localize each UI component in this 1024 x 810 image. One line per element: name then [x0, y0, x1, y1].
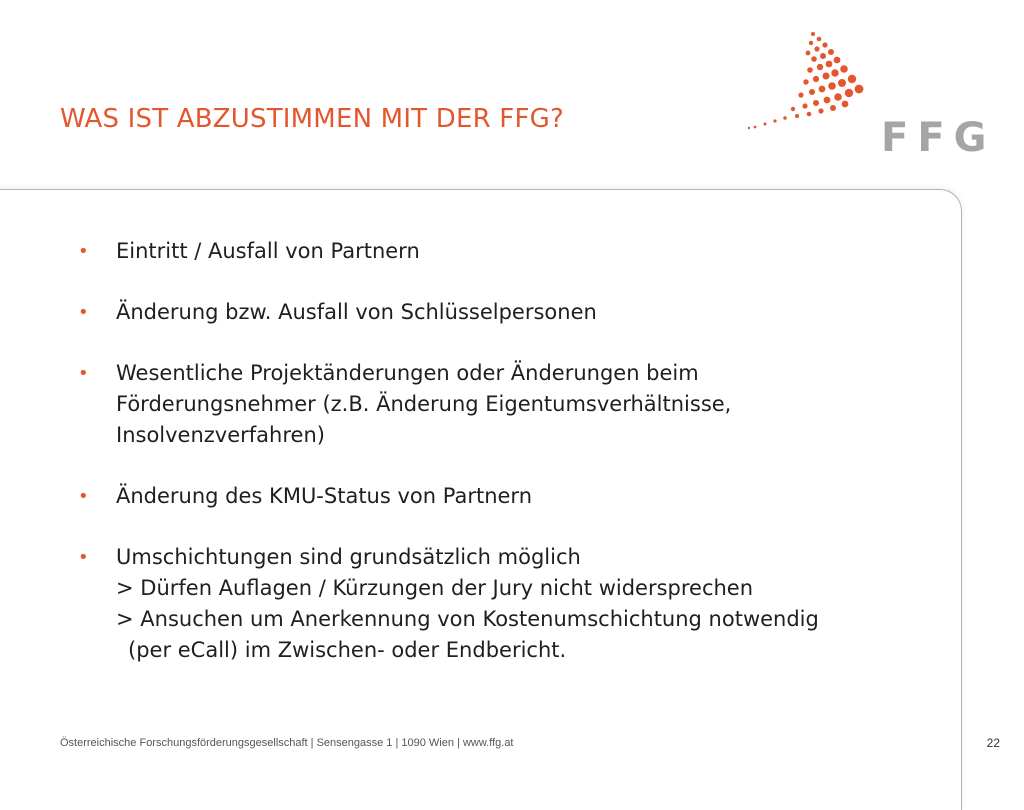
bullet-text-line: > Ansuchen um Anerkennung von Kostenumschichtung notwendig — [116, 607, 819, 631]
bullet-item — [72, 236, 922, 267]
footer-text: Österreichische Forschungsförderungsgesellschaft | Sensengasse 1 | 1090 Wien | www.ffg.at — [60, 737, 514, 749]
bullet-marker: • — [78, 547, 89, 568]
bullet-text-line: > Dürfen Auflagen / Kürzungen der Jury nicht widersprechen — [116, 576, 754, 600]
bullet-text-line: Eintritt / Ausfall von Partnern — [116, 239, 420, 263]
bullet-marker: • — [78, 302, 89, 323]
bullet-text-line: Umschichtungen sind grundsätzlich möglich — [116, 545, 581, 569]
bullet-marker: • — [78, 363, 89, 384]
bullet-item — [72, 358, 922, 451]
slide-title: WAS IST ABZUSTIMMEN MIT DER FFG? — [60, 104, 564, 134]
ffg-logo — [745, 28, 996, 161]
page-number: 22 — [986, 736, 1000, 750]
bullet-marker: • — [78, 486, 89, 507]
bullet-item — [72, 297, 922, 328]
bullet-text-line: (per eCall) im Zwischen- oder Endbericht. — [128, 638, 567, 662]
bullet-item — [72, 542, 922, 666]
bullet-list — [72, 236, 922, 666]
bullet-text-line: Änderung des KMU-Status von Partnern — [116, 484, 533, 508]
ffg-logo-text: FFG — [881, 115, 996, 161]
bullet-text-line: Wesentliche Projektänderungen oder Änderungen beim — [116, 361, 699, 385]
bullet-text-line: Änderung bzw. Ausfall von Schlüsselpersonen — [116, 300, 597, 324]
bullet-marker: • — [78, 241, 89, 262]
ffg-dots-logo-icon — [745, 28, 885, 138]
bullet-text-line: Insolvenzverfahren) — [116, 423, 325, 447]
bullet-text-line: Förderungsnehmer (z.B. Änderung Eigentumsverhältnisse, — [116, 392, 732, 416]
bullet-item — [72, 481, 922, 512]
